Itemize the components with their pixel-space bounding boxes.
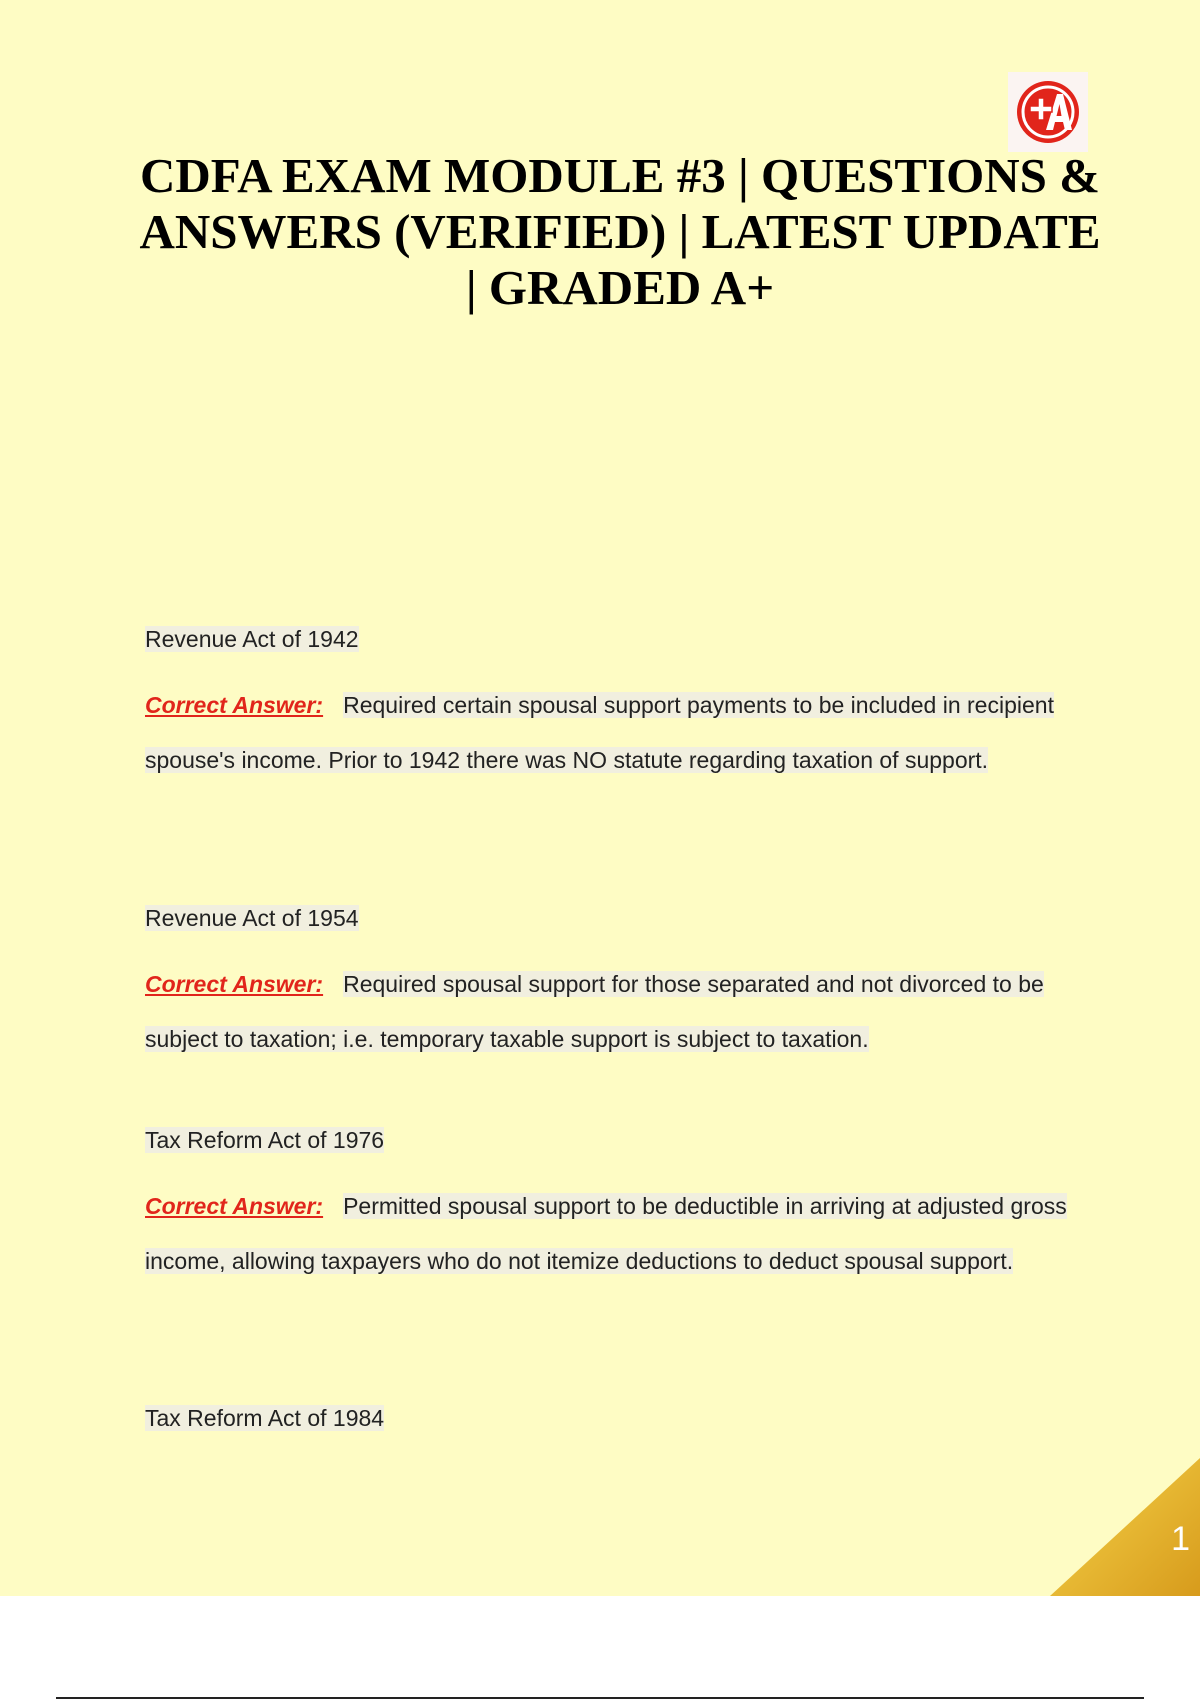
plus-a-grade-icon bbox=[1008, 72, 1088, 152]
answer-block bbox=[145, 957, 1075, 1067]
correct-answer-label: Correct Answer: bbox=[145, 692, 324, 718]
qa-entry bbox=[145, 901, 1075, 1067]
question-text: Tax Reform Act of 1976 bbox=[145, 1127, 385, 1153]
footer-divider bbox=[56, 1697, 1144, 1699]
correct-answer-label: Correct Answer: bbox=[145, 1193, 324, 1219]
question-text: Revenue Act of 1942 bbox=[145, 626, 359, 652]
answer-block bbox=[145, 678, 1075, 788]
answer-text: Required spousal support for those separated and not divorced to be subject to taxation; i.e. temporary taxable support is subject to taxation. bbox=[145, 971, 1044, 1052]
answer-text: Required certain spousal support payments to be included in recipient spouse's income. Prior to 1942 there was NO statute regarding taxation of support. bbox=[145, 692, 1054, 773]
answer-block bbox=[145, 1179, 1075, 1289]
qa-entry bbox=[145, 1123, 1075, 1289]
qa-entry bbox=[145, 1401, 1075, 1435]
document-title: CDFA EXAM MODULE #3 | QUESTIONS & ANSWERS (VERIFIED) | LATEST UPDATE | GRADED A+ bbox=[139, 148, 1101, 315]
question-text: Revenue Act of 1954 bbox=[145, 905, 359, 931]
correct-answer-label: Correct Answer: bbox=[145, 971, 324, 997]
qa-entry bbox=[145, 622, 1075, 788]
page-number: 1 bbox=[1171, 1520, 1190, 1558]
question-text: Tax Reform Act of 1984 bbox=[145, 1405, 385, 1431]
answer-text: Permitted spousal support to be deductible in arriving at adjusted gross income, allowing taxpayers who do not itemize deductions to deduct spousal support. bbox=[145, 1193, 1067, 1274]
